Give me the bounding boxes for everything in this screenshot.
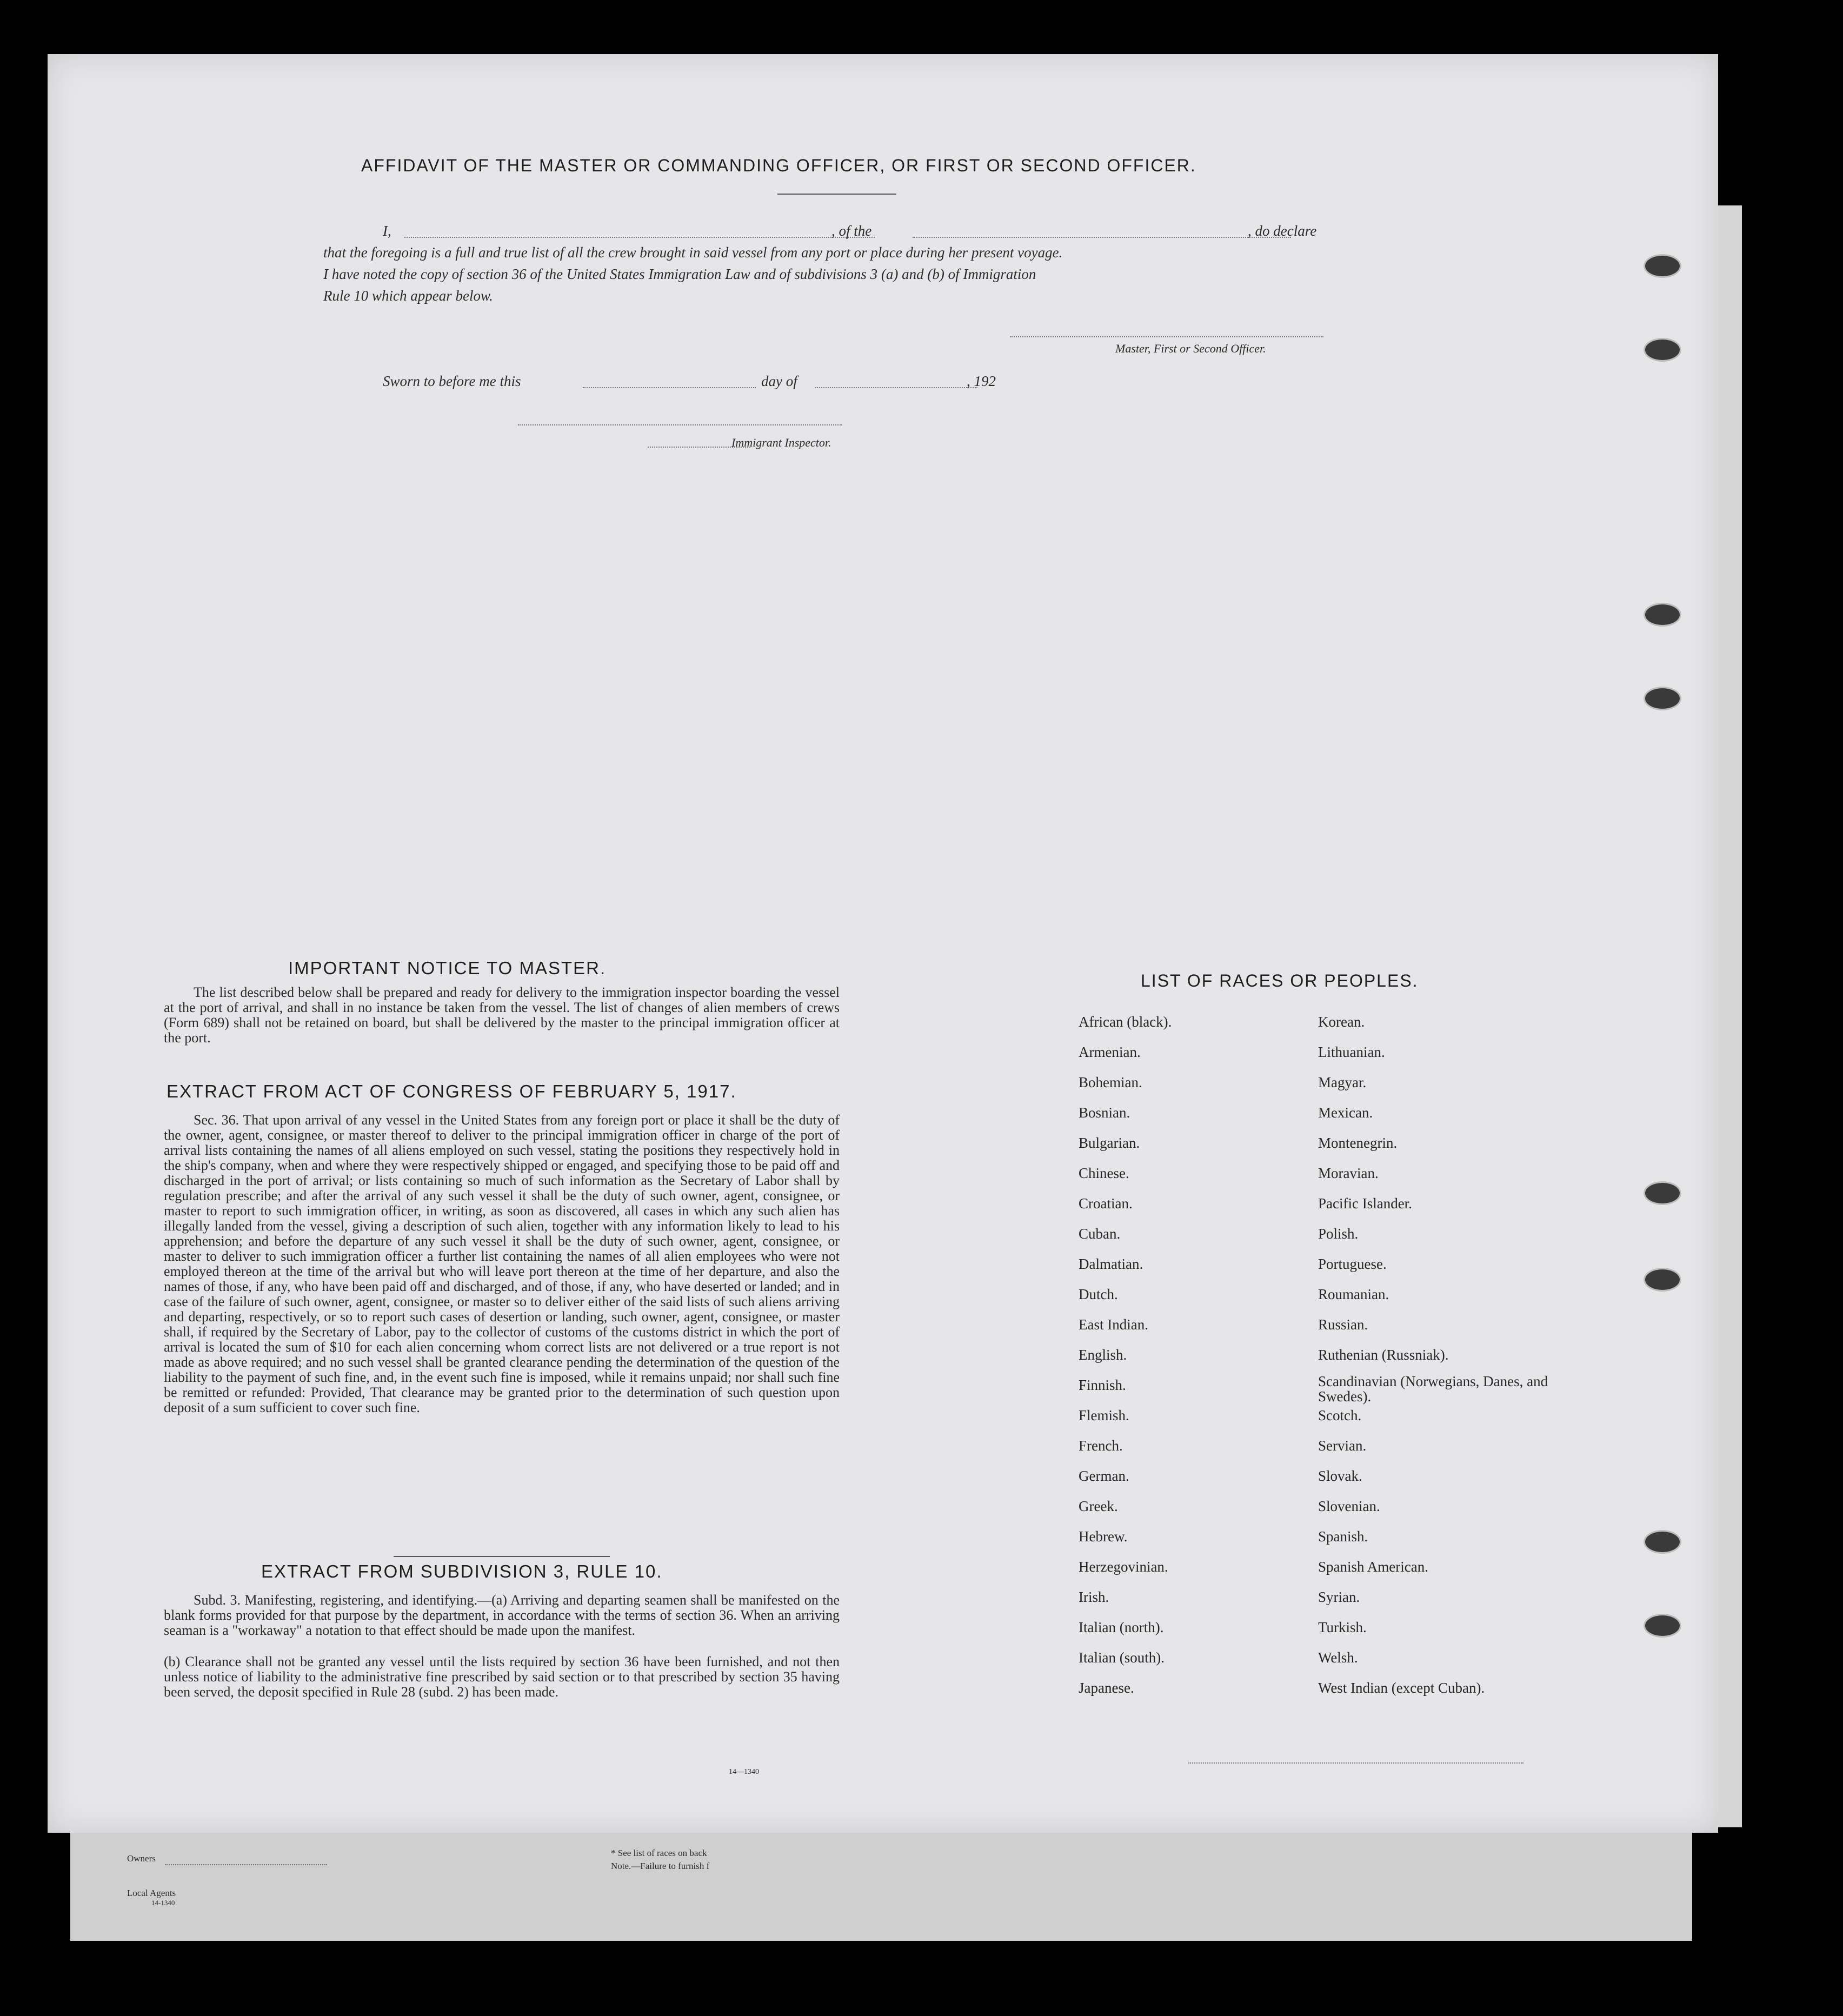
- race-item: German.: [1079, 1468, 1129, 1484]
- race-item: Slovak.: [1318, 1468, 1362, 1484]
- race-item: Polish.: [1318, 1226, 1359, 1242]
- affidavit-line-2: that the foregoing is a full and true list of all the crew brought in said vessel from any port or place during her present voyage.: [323, 244, 1063, 261]
- race-item: Scandinavian (Norwegians, Danes, and Swedes).: [1318, 1373, 1548, 1405]
- race-item: Italian (south).: [1079, 1649, 1165, 1666]
- race-item: English.: [1079, 1347, 1127, 1363]
- race-item: Bosnian.: [1079, 1105, 1130, 1121]
- binding-hole: [1644, 338, 1681, 362]
- race-item: Korean.: [1318, 1014, 1365, 1030]
- race-item: Croatian.: [1079, 1195, 1133, 1212]
- rule-extract-title: EXTRACT FROM SUBDIVISION 3, RULE 10.: [261, 1561, 663, 1581]
- affidavit-declarant-prefix: I,: [383, 223, 391, 239]
- race-item: Russian.: [1318, 1316, 1368, 1333]
- underpage-note-races: * See list of races on back: [611, 1848, 707, 1858]
- affidavit-declare-suffix: , do declare: [1248, 223, 1317, 239]
- race-item: East Indian.: [1079, 1316, 1148, 1333]
- race-item: Roumanian.: [1318, 1286, 1389, 1302]
- race-item: Spanish.: [1318, 1528, 1368, 1545]
- race-item: Hebrew.: [1079, 1528, 1128, 1545]
- affidavit-line-3: I have noted the copy of section 36 of the United States Immigration Law and of subdivisions 3 (a) and (b) of Immigration: [323, 266, 1036, 282]
- race-item: Portuguese.: [1318, 1256, 1387, 1272]
- race-item: Armenian.: [1079, 1044, 1141, 1060]
- race-item: Greek.: [1079, 1498, 1118, 1514]
- binding-hole: [1644, 687, 1681, 710]
- act-section-36-text: Sec. 36. That upon arrival of any vessel in the United States from any foreign port or place it shall be the duty of the owner, agent, consignee, or master thereof to deliver to the principal immigration officer in charge of the port of arrival lists containing the names of all aliens employed on such vessel, stating the positions they respectively hold in the ship's company, when and where they were respectively shipped or engaged, and specifying those to be paid off and discharged in the port of arrival; or lists containing so much of such information as the Secretary of Labor shall by regulation prescribe; and after the arrival of any such vessel it shall be the duty of such owner, agent, consignee, or master to report to such immigration officer, in writing, as soon as discovered, all cases in which any such alien has illegally landed from the vessel, giving a description of such alien, together with any information likely to lead to his apprehension; and before the departure of any such vessel it shall be the duty of such owner, agent, consignee, or master to deliver to such immigration officer a further list containing the names of all alien employees who were not employed thereon at the time of the arrival but who will leave port thereon at the time of her departure, and also the names of those, if any, who have been paid off and discharged, and of those, if any, who have deserted or landed; and in case of the failure of such owner, agent, consignee, or master so to deliver either of the said lists of such aliens arriving and departing, respectively, or so to report such cases of desertion or landing, such owner, agent, consignee, or master shall, if required by the Secretary of Labor, pay to the collector of customs of the customs district in which the port of arrival is located the sum of $10 for each alien concerning whom correct lists are not delivered or a true report is not made as above required; and no such vessel shall be granted clearance pending the determination of the question of the liability to the payment of such fine, and, in the event such fine is imposed, while it remains unpaid; nor shall such fine be remitted or refunded: Provided, That clearance may be granted prior to the determination of such question upon deposit of a sum sufficient to cover such fine.: [164, 1112, 840, 1415]
- affidavit-vessel-prefix: , of the: [831, 223, 872, 239]
- race-item: Bohemian.: [1079, 1074, 1142, 1090]
- race-item: Finnish.: [1079, 1377, 1126, 1393]
- race-item: Pacific Islander.: [1318, 1195, 1412, 1212]
- race-item: Scotch.: [1318, 1407, 1362, 1423]
- rule-subdivision-a-text: Subd. 3. Manifesting, registering, and identifying.—(a) Arriving and departing seamen shall be manifested on the blank forms provided for that purpose by the department, in accordance with the terms of section 36. When an arriving seaman is a "workaway" a notation to that effect should be made upon the manifest.: [164, 1592, 840, 1638]
- notice-text: The list described below shall be prepared and ready for delivery to the immigration inspector boarding the vessel at the port of arrival, and shall in no instance be taken from the vessel. The list of changes of alien members of crews (Form 689) shall not be retained on board, but shall be delivered by the master to the principal immigration officer at the port.: [164, 984, 840, 1046]
- race-item: Dutch.: [1079, 1286, 1118, 1302]
- race-item: African (black).: [1079, 1014, 1172, 1030]
- race-item: Servian.: [1318, 1438, 1367, 1454]
- owners-label: Owners: [127, 1853, 156, 1864]
- race-item: Turkish.: [1318, 1619, 1367, 1635]
- local-agents-label: Local Agents: [127, 1888, 176, 1898]
- binding-hole: [1644, 1614, 1681, 1638]
- race-item: Lithuanian.: [1318, 1044, 1385, 1060]
- binding-hole: [1644, 603, 1681, 627]
- binding-hole: [1644, 1181, 1681, 1205]
- race-item: Syrian.: [1318, 1589, 1360, 1605]
- race-item: Herzegovinian.: [1079, 1559, 1168, 1575]
- race-item: French.: [1079, 1438, 1123, 1454]
- race-item: Chinese.: [1079, 1165, 1129, 1181]
- race-item: Ruthenian (Russniak).: [1318, 1347, 1449, 1363]
- rule-subdivision-b-text: (b) Clearance shall not be granted any vessel until the lists required by section 36 have been furnished, and not then unless notice of liability to the administrative fine prescribed by said section or to that prescribed by section 35 having been served, the deposit specified in Rule 28 (subd. 2) has been made.: [164, 1654, 840, 1700]
- race-item: West Indian (except Cuban).: [1318, 1680, 1485, 1696]
- sworn-day-of-label: day of: [761, 373, 797, 389]
- race-item: Slovenian.: [1318, 1498, 1380, 1514]
- race-item: Cuban.: [1079, 1226, 1121, 1242]
- binding-hole: [1644, 1530, 1681, 1554]
- race-item: Welsh.: [1318, 1649, 1358, 1666]
- races-list-title: LIST OF RACES OR PEOPLES.: [1141, 971, 1419, 990]
- race-item: Mexican.: [1318, 1105, 1373, 1121]
- race-item: Bulgarian.: [1079, 1135, 1140, 1151]
- race-item: Moravian.: [1318, 1165, 1379, 1181]
- binding-hole: [1644, 1268, 1681, 1292]
- race-item: Irish.: [1079, 1589, 1109, 1605]
- notice-title: IMPORTANT NOTICE TO MASTER.: [288, 958, 607, 978]
- affidavit-title: AFFIDAVIT OF THE MASTER OR COMMANDING OFFICER, OR FIRST OR SECOND OFFICER.: [361, 156, 1196, 175]
- affidavit-page: [48, 54, 1718, 1833]
- race-item: Japanese.: [1079, 1680, 1134, 1696]
- race-item: Dalmatian.: [1079, 1256, 1143, 1272]
- binding-hole: [1644, 254, 1681, 278]
- underpage-note-failure: Note.—Failure to furnish f: [611, 1861, 710, 1871]
- race-item: Spanish American.: [1318, 1559, 1428, 1575]
- race-item: Magyar.: [1318, 1074, 1367, 1090]
- master-signature-label: Master, First or Second Officer.: [1115, 342, 1266, 355]
- race-item: Flemish.: [1079, 1407, 1129, 1423]
- sworn-year-label: , 192: [967, 373, 996, 389]
- sworn-before-label: Sworn to before me this: [383, 373, 521, 389]
- inspector-signature-label: Immigrant Inspector.: [731, 436, 831, 449]
- race-item: Italian (north).: [1079, 1619, 1164, 1635]
- underpage-form-number: 14-1340: [151, 1899, 175, 1907]
- race-item: Montenegrin.: [1318, 1135, 1398, 1151]
- form-number: 14—1340: [729, 1768, 759, 1776]
- underlying-sheet-bottom: [70, 1827, 1692, 1941]
- affidavit-line-4: Rule 10 which appear below.: [323, 288, 493, 304]
- act-extract-title: EXTRACT FROM ACT OF CONGRESS OF FEBRUARY 5, 1917.: [167, 1081, 737, 1101]
